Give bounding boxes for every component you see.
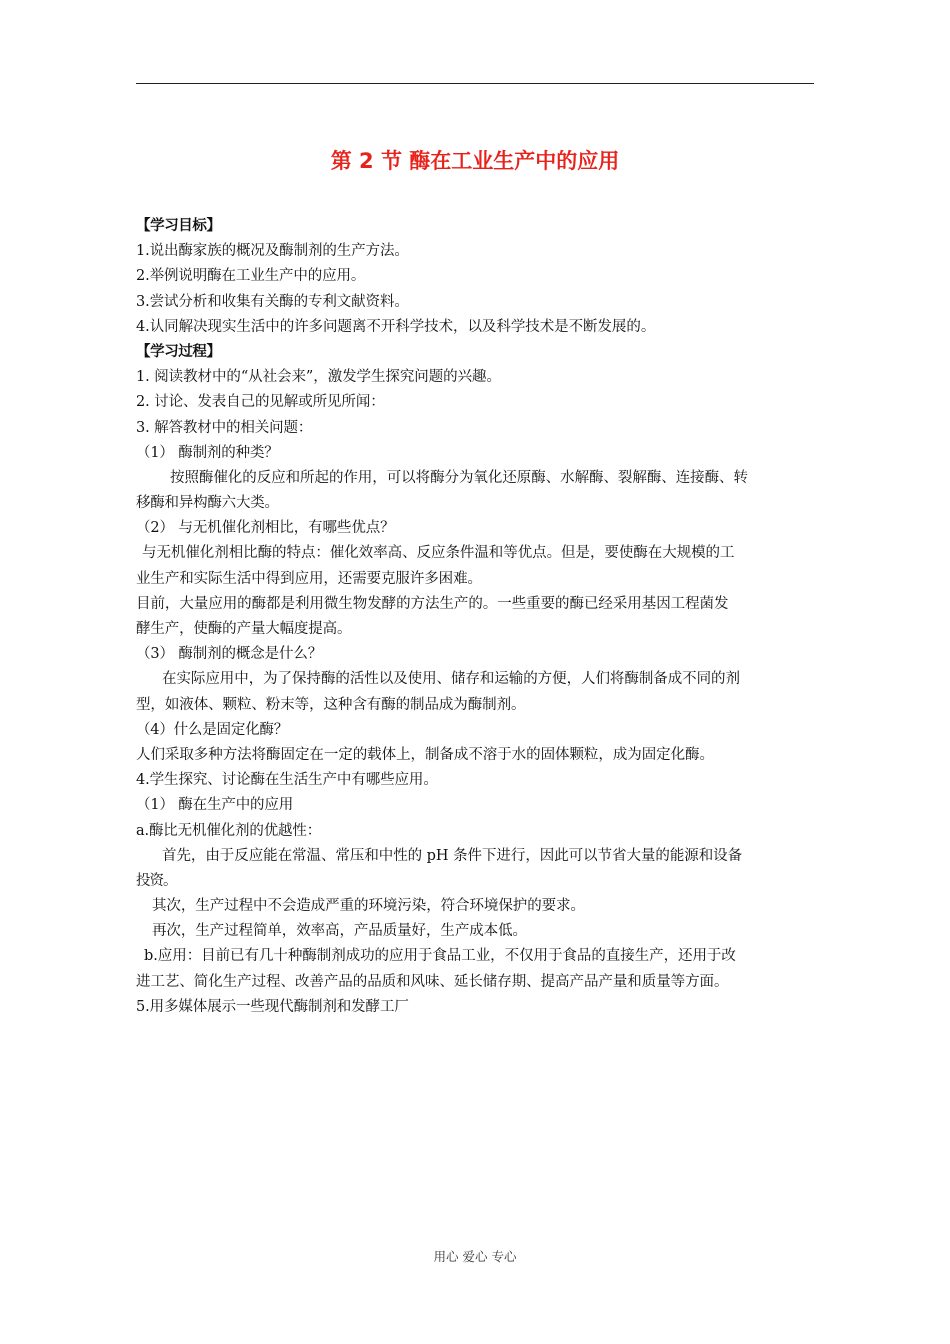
text-line: 投资。 (136, 872, 177, 889)
text-line: 酵生产，使酶的产量大幅度提高。 (136, 621, 352, 637)
document-body (136, 214, 816, 1020)
page-title: 第 2 节 酶在工业生产中的应用 (330, 149, 620, 173)
text-line: 移酶和异构酶六大类。 (136, 495, 279, 512)
text-line: 3.尝试分析和收集有关酶的专利文献资料。 (136, 293, 409, 310)
text-line: 在实际应用中，为了保持酶的活性以及使用、储存和运输的方便，人们将酶制备成不同的剂 (162, 671, 740, 688)
text-line: 首先，由于反应能在常温、常压和中性的 pH 条件下进行，因此可以节省大量的能源和设备 (162, 847, 743, 864)
text-line: （1） 酶在生产中的应用 (136, 797, 294, 814)
text-line: 人们采取多种方法将酶固定在一定的载体上，制备成不溶于水的固体颗粒，成为固定化酶。 (136, 746, 714, 763)
text-line: 按照酶催化的反应和所起的作用，可以将酶分为氧化还原酶、水解酶、裂解酶、连接酶、转 (170, 469, 748, 486)
text-line: 目前，大量应用的酶都是利用微生物发酵的方法生产的。一些重要的酶已经采用基因工程菌发 (136, 595, 729, 612)
text-line: （3） 酶制剂的概念是什么？ (136, 646, 323, 663)
text-line: 4.学生探究、讨论酶在生活生产中有哪些应用。 (136, 772, 438, 789)
section-heading: 【学习过程】 (136, 343, 221, 360)
text-line: 型，如液体、颗粒、粉末等，这种含有酶的制品成为酶制剂。 (136, 696, 526, 713)
text-line: 4.认同解决现实生活中的许多问题离不开科学技术，以及科学技术是不断发展的。 (136, 318, 656, 335)
section-heading: 【学习目标】 (136, 218, 221, 234)
text-line: b.应用：目前已有几十种酶制剂成功的应用于食品工业，不仅用于食品的直接生产，还用于改 (144, 948, 736, 965)
text-line: 业生产和实际生活中得到应用，还需要克服许多困难。 (136, 570, 482, 587)
text-line: 再次，生产过程简单，效率高，产品质量好，生产成本低。 (152, 923, 527, 940)
text-line: a.酶比无机催化剂的优越性： (136, 822, 322, 839)
text-line: 与无机催化剂相比酶的特点：催化效率高、反应条件温和等优点。但是，要使酶在大规模的工 (142, 545, 735, 562)
text-line: 2. 讨论、发表自己的见解或所见所闻： (136, 394, 385, 411)
text-line: 1.说出酶家族的概况及酶制剂的生产方法。 (136, 243, 409, 260)
page-footer: 用心 爱心 专心 (433, 1249, 517, 1264)
text-line: 2.举例说明酶在工业生产中的应用。 (136, 268, 366, 285)
text-line: 5.用多媒体展示一些现代酶制剂和发酵工厂 (136, 998, 409, 1015)
text-line: （4）什么是固定化酶？ (136, 721, 289, 738)
text-line: 1. 阅读教材中的“从社会来”，激发学生探究问题的兴趣。 (136, 369, 501, 386)
text-line: 3. 解答教材中的相关问题： (136, 419, 313, 436)
header-rule (136, 83, 814, 84)
text-line: 其次，生产过程中不会造成严重的环境污染，符合环境保护的要求。 (152, 898, 585, 915)
text-line: 进工艺、简化生产过程、改善产品的品质和风味、延长储存期、提高产品产量和质量等方面。 (136, 973, 729, 990)
text-line: （1） 酶制剂的种类？ (136, 444, 279, 461)
text-line: （2） 与无机催化剂相比，有哪些优点？ (136, 520, 395, 537)
